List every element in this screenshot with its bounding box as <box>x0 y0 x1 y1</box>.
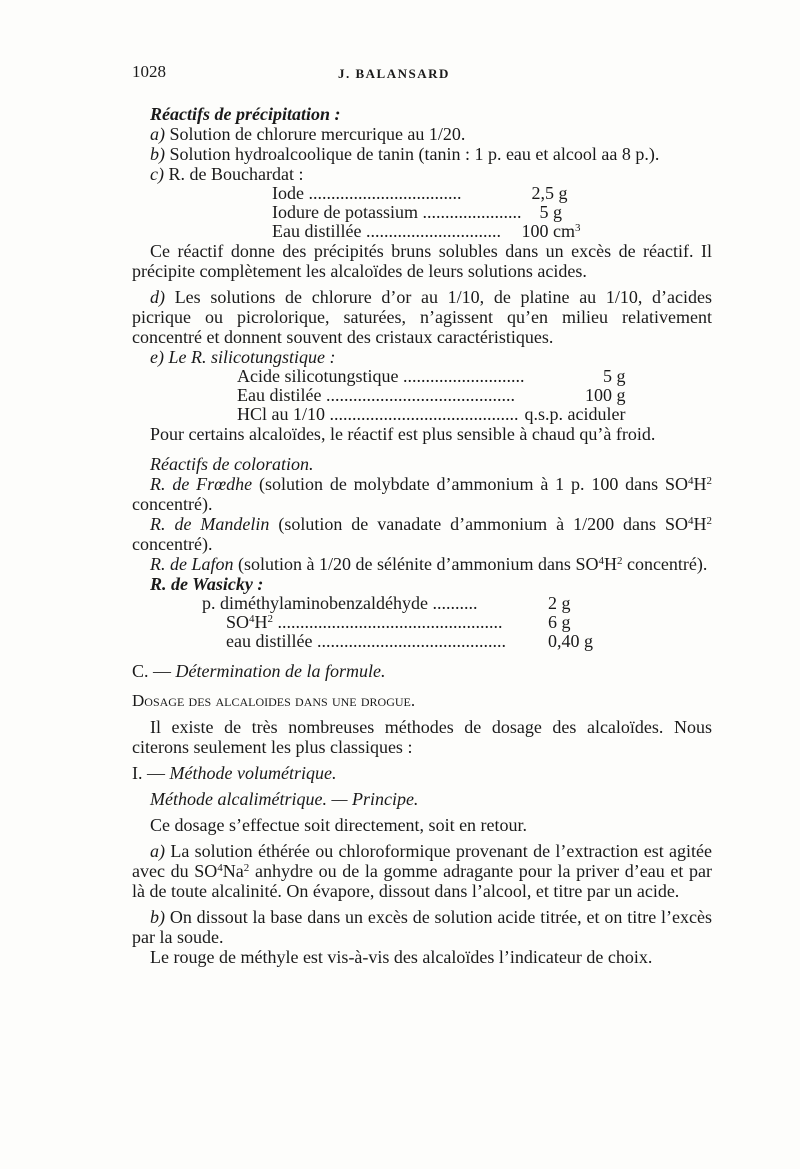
method-a: a) La solution éthérée ou chloroformique provenant de l’extraction est agitée avec du $SO^4Na^2$ anhydre ou de la gomme adragante pour la priver d’eau et par là de toute alcalinité. On évapore, dissout dans l’alcool, et titre par un acide. <box>132 841 712 901</box>
page-number: 1028 <box>132 62 166 81</box>
reagent-mandelin: R. de Mandelin (solution de vanadate d’ammonium à 1/200 dans $SO^4H^2$ concentré). <box>132 514 712 554</box>
ingredient-qty: 2 g <box>548 593 571 613</box>
ingredient-name: eau distillée <box>226 632 313 651</box>
section-title-coloration: Réactifs de coloration. <box>150 454 314 474</box>
reagent-b <box>132 144 712 164</box>
recipe-row: Eau distillée .............................. 100 $cm^3$ <box>272 221 581 241</box>
recipe-row: Eau distilée .......................................... 100 g <box>237 385 626 405</box>
reagent-c <box>132 164 712 184</box>
superscript: 3 <box>574 222 581 234</box>
running-header <box>132 62 712 86</box>
ingredient-name: HCl au 1/10 <box>237 405 325 424</box>
recipe-row: Acide silicotungstique ........................... 5 g <box>237 366 626 386</box>
ingredient-name: p. diméthylaminobenzaldéhyde <box>202 594 428 613</box>
dosage-intro: Il existe de très nombreuses méthodes de dosage des alcaloïdes. Nous citerons seulement les plus classiques : <box>132 717 712 757</box>
ingredient-name: SO <box>226 613 250 632</box>
ingredient-qty: 100 cm <box>521 221 575 241</box>
method-prefix: I. — <box>132 763 170 783</box>
sub-title: Méthode alcalimétrique. — Principe. <box>150 789 419 809</box>
recipe-row: HCl au 1/10 .......................................... q.s.p. aciduler <box>237 404 626 424</box>
ingredient-qty: 6 g <box>548 612 571 632</box>
method-b: b) On dissout la base dans un excès de solution acide titrée, et on titre l’excès par la soude. <box>132 907 712 947</box>
reagent-lafon: R. de Lafon (solution à 1/20 de sélénite d’ammonium dans $SO^4H^2$ concentré). <box>150 554 708 574</box>
method-a-label: a) <box>150 841 165 861</box>
section-c-title <box>132 661 712 681</box>
froedhe-text: (solution de molybdate d’ammonium à 1 p. 100 dans SO <box>252 474 689 494</box>
bouchardat-recipe <box>272 184 580 241</box>
reagent-a <box>132 124 712 144</box>
reagent-b-label: b) <box>150 144 165 164</box>
final-note: Le rouge de méthyle est vis-à-vis des alcaloïdes l’indicateur de choix. <box>150 947 653 967</box>
section-c-title-text: Détermination de la formule. <box>175 661 386 681</box>
mandelin-name: R. de Mandelin <box>150 514 270 534</box>
method-title <box>132 763 712 783</box>
recipe-row: Iode .................................. 2,5 g <box>272 184 580 203</box>
mandelin-text: (solution de vanadate d’ammonium à 1/200 dans SO <box>269 514 688 534</box>
recipe-row: p. diméthylaminobenzaldéhyde .......... 2 g <box>202 594 600 613</box>
page <box>132 62 712 967</box>
ingredient-qty: 0,40 g <box>548 631 593 651</box>
froedhe-name: R. de Frœdhe <box>150 474 253 494</box>
ingredient-qty: 2,5 g <box>531 183 568 203</box>
ingredient-qty: 5 g <box>539 202 562 222</box>
ingredient-name: Eau distilée <box>237 386 322 405</box>
reagent-a-label: a) <box>150 124 165 144</box>
reagent-froedhe: R. de Frœdhe (solution de molybdate d’ammonium à 1 p. 100 dans $SO^4H^2$ concentré). <box>132 474 713 514</box>
reagent-c-label: c) <box>150 164 164 184</box>
method-b-label: b) <box>150 907 165 927</box>
silicotungstic-recipe <box>237 367 625 424</box>
ingredient-qty: 100 g <box>584 385 626 405</box>
reagent-d-label: d) <box>150 287 165 307</box>
ingredient-qty: 5 g <box>602 366 626 386</box>
reagent-wasicky <box>132 574 712 594</box>
section-title-precipitation: Réactifs de précipitation : <box>150 104 341 124</box>
ingredient-name: Acide silicotungstique <box>237 367 399 386</box>
ingredient-qty: q.s.p. aciduler <box>524 404 626 424</box>
reagent-d <box>132 287 712 347</box>
ingredient-name: Iodure de potassium <box>272 203 418 222</box>
reagent-e-text: Le R. silicotungstique : <box>168 347 336 367</box>
ingredient-name: Eau distillée <box>272 222 362 241</box>
reagent-e <box>132 347 712 367</box>
principe: Ce dosage s’effectue soit directement, soit en retour. <box>150 815 528 835</box>
wasicky-recipe <box>202 594 600 651</box>
reagent-e-note: Pour certains alcaloïdes, le réactif est plus sensible à chaud qu’à froid. <box>150 424 656 444</box>
reagent-c-text: R. de Bouchardat : <box>168 164 304 184</box>
reagent-e-label: e) <box>150 347 164 367</box>
running-author: J. BALANSARD <box>338 66 450 81</box>
recipe-row: Iodure de potassium ...................... 5 g <box>272 203 580 222</box>
method-title-text: Méthode volumétrique. <box>169 763 337 783</box>
section-c-prefix: C. — <box>132 661 176 681</box>
reagent-a-text: Solution de chlorure mercurique au 1/20. <box>169 124 466 144</box>
recipe-row: $SO^4H^2$ .................................................. 6 g <box>202 613 600 632</box>
recipe-row: eau distillée .......................................... 0,40 g <box>202 632 600 651</box>
lafon-name: R. de Lafon <box>150 554 234 574</box>
ingredient-name: Iode <box>272 184 304 203</box>
reagent-c-note: Ce réactif donne des précipités bruns solubles dans un excès de réactif. Il précipite complètement les alcaloïdes de leurs solutions acides. <box>132 241 712 281</box>
reagent-b-text: Solution hydroalcoolique de tanin (tanin : 1 p. eau et alcool aa 8 p.). <box>169 144 660 164</box>
reagent-d-text: Les solutions de chlorure d’or au 1/10, de platine au 1/10, d’acides picrique ou picrolorique, saturées, n’agissent qu’en milieu relativement concentré et donnent souvent des cristaux caractéristiques. <box>132 287 713 347</box>
wasicky-name: R. de Wasicky : <box>150 574 264 594</box>
dosage-title: Dosage des alcaloides dans une drogue. <box>132 691 416 710</box>
lafon-text: (solution à 1/20 de sélénite d’ammonium dans SO <box>233 554 599 574</box>
